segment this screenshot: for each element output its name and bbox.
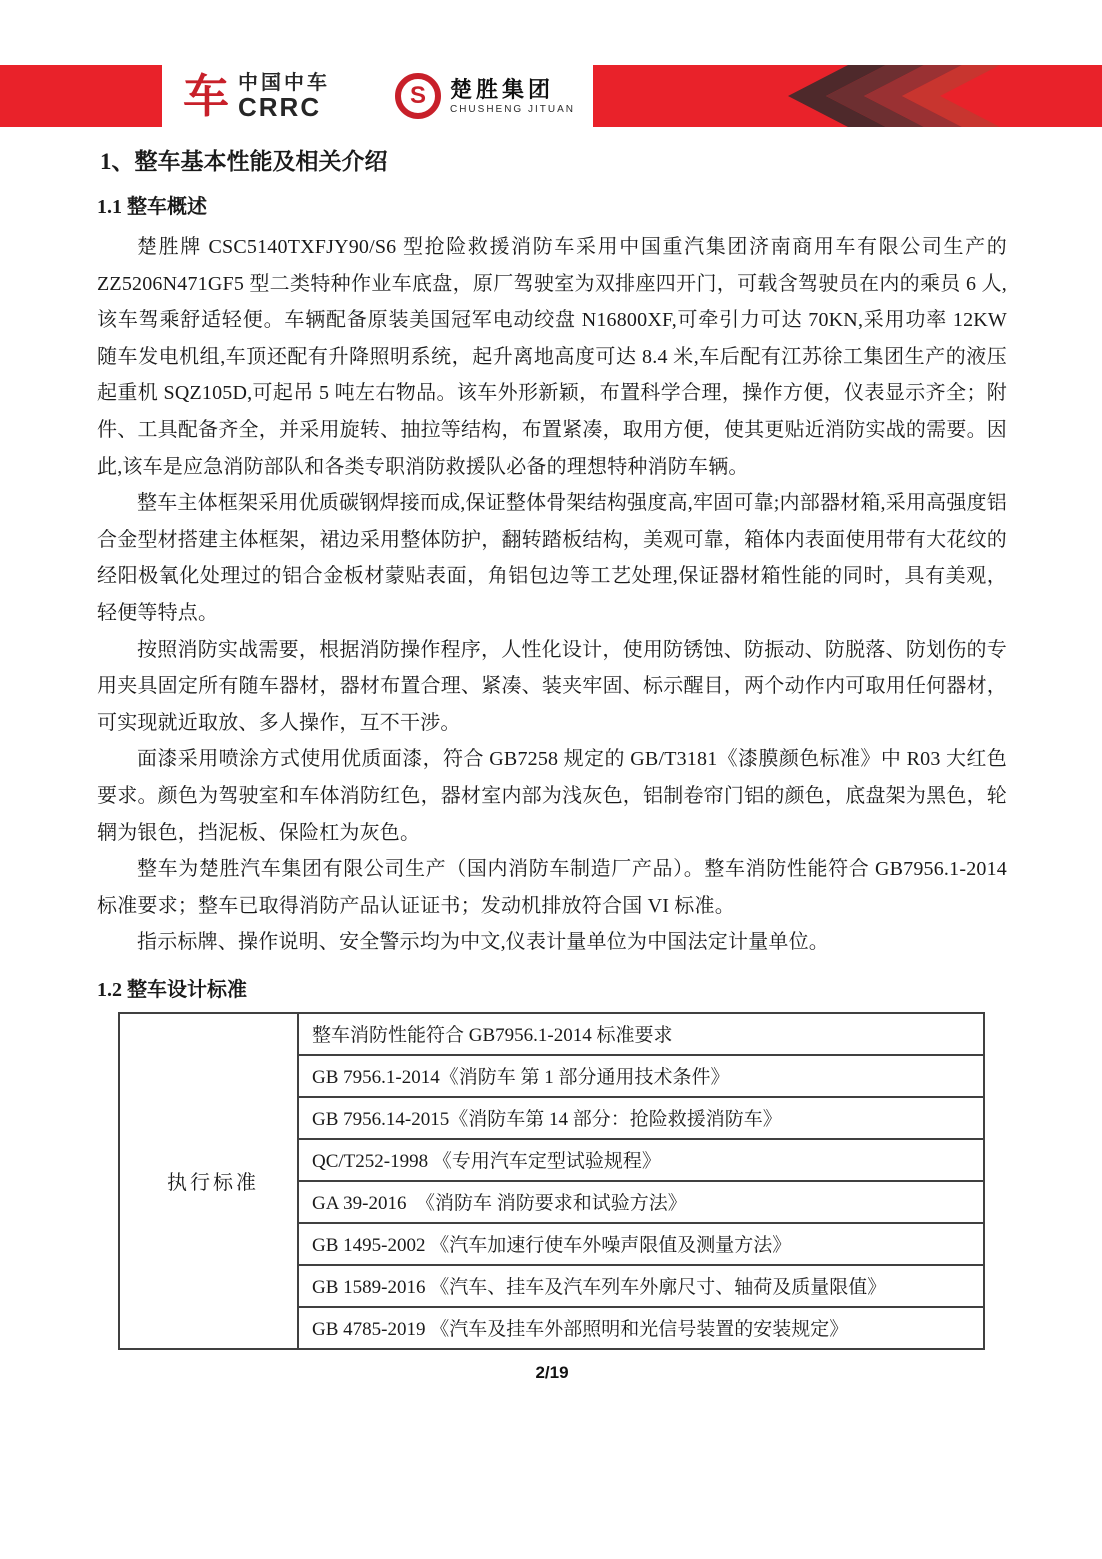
- table-row: [119, 1013, 984, 1055]
- standard-cell: 整车消防性能符合 GB7956.1-2014 标准要求: [298, 1013, 984, 1055]
- standard-cell: GB 1495-2002 《汽车加速行使车外噪声限值及测量方法》: [298, 1223, 984, 1265]
- crrc-name-en: CRRC: [238, 92, 322, 122]
- standards-table: [118, 1012, 985, 1350]
- standard-cell: GB 7956.1-2014《消防车 第 1 部分通用技术条件》: [298, 1055, 984, 1097]
- standard-cell: GB 4785-2019 《汽车及挂车外部照明和光信号装置的安装规定》: [298, 1307, 984, 1349]
- paragraph: 楚胜牌 CSC5140TXFJY90/S6 型抢险救援消防车采用中国重汽集团济南商用车有限公司生产的 ZZ5206N471GF5 型二类特种作业车底盘，原厂驾驶室为双排座四开门，可载含驾驶员在内的乘员 6 人,该车驾乘舒适轻便。车辆配备原装美国冠军电动绞盘 N16800XF,可牵引力可达 70KN,采用功率 12KW 随车发电机组,车顶还配有升降照明系统，起升离地高度可达 8.4 米,车后配有江苏徐工集团生产的液压起重机 SQZ105D,可起吊 5 吨左右物品。该车外形新颖，布置科学合理，操作方便，仪表显示齐全；附件、工具配备齐全，并采用旋转、抽拉等结构，布置紧凑，取用方便，使其更贴近消防实战的需要。因此,该车是应急消防部队和各类专职消防救援队必备的理想特种消防车辆。: [97, 236, 1007, 478]
- row-header-cell: 执行标准: [119, 1013, 298, 1349]
- paragraph: 按照消防实战需要，根据消防操作程序，人性化设计，使用防锈蚀、防振动、防脱落、防划伤的专用夹具固定所有随车器材，器材布置合理、紧凑、装夹牢固、标示醒目，两个动作内可取用任何器材，可实现就近取放、多人操作，互不干涉。: [97, 638, 1007, 734]
- paragraph: 面漆采用喷涂方式使用优质面漆，符合 GB7258 规定的 GB/T3181《漆膜颜色标准》中 R03 大红色要求。颜色为驾驶室和车体消防红色，器材室内部为浅灰色，铝制卷帘门铝的颜色，底盘架为黑色，轮辋为银色，挡泥板、保险杠为灰色。: [97, 748, 1007, 844]
- section-heading-1-1: 1.1 整车概述: [97, 196, 207, 218]
- paragraph: 指示标牌、操作说明、安全警示均为中文,仪表计量单位为中国法定计量单位。: [137, 931, 829, 954]
- chusheng-name-cn: 楚胜集团: [449, 76, 554, 102]
- chusheng-emblem-icon: S: [395, 73, 441, 119]
- standard-cell: GA 39-2016 《消防车 消防要求和试验方法》: [298, 1181, 984, 1223]
- page-title: 1、整车基本性能及相关介绍: [100, 149, 388, 174]
- chusheng-logo: [395, 73, 575, 119]
- header-band: [0, 65, 1102, 127]
- section-heading-1-2: 1.2 整车设计标准: [97, 978, 247, 1001]
- standard-cell: QC/T252-1998 《专用汽车定型试验规程》: [298, 1139, 984, 1181]
- chevron-decoration-icon: [788, 65, 1018, 127]
- crrc-logo: [183, 72, 330, 120]
- paragraph: 整车为楚胜汽车集团有限公司生产（国内消防车制造厂产品）。整车消防性能符合 GB7956.1-2014 标准要求；整车已取得消防产品认证证书；发动机排放符合国 VI 标准。: [97, 858, 1007, 917]
- page-number: 2/19: [535, 1362, 569, 1382]
- chusheng-name-en: CHUSHENG JITUAN: [449, 103, 575, 115]
- document-body: [97, 146, 1007, 1383]
- standard-cell: GB 7956.14-2015《消防车第 14 部分：抢险救援消防车》: [298, 1097, 984, 1139]
- logo-area: [162, 65, 593, 127]
- top-margin: [0, 0, 1102, 65]
- paragraph: 整车主体框架采用优质碳钢焊接而成,保证整体骨架结构强度高,牢固可靠;内部器材箱,采用高强度铝合金型材搭建主体框架，裙边采用整体防护，翻转踏板结构，美观可靠，箱体内表面使用带有大花纹的经阳极氧化处理过的铝合金板材蒙贴表面，角铝包边等工艺处理,保证器材箱性能的同时，具有美观，轻便等特点。: [97, 492, 1007, 624]
- crrc-name-cn: 中国中车: [238, 72, 330, 94]
- standard-cell: GB 1589-2016 《汽车、挂车及汽车列车外廓尺寸、轴荷及质量限值》: [298, 1265, 984, 1307]
- crrc-emblem-icon: 车: [183, 70, 229, 122]
